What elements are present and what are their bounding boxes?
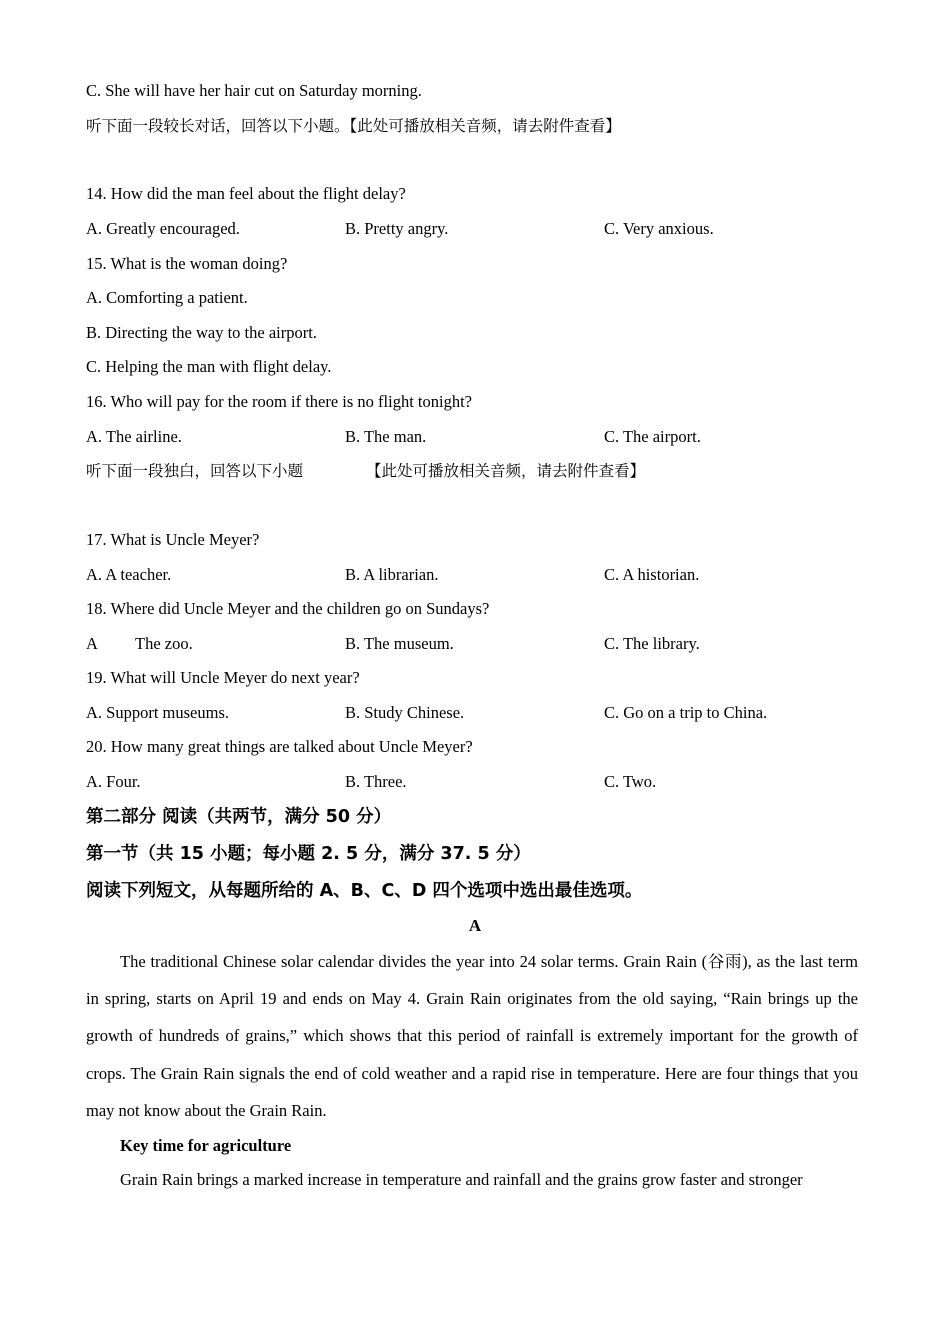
- passage-paragraph-1: The traditional Chinese solar calendar divides the year into 24 solar terms. Grain Rain (谷雨), as the last term in spring, starts on April 19 and ends on May 4. Grain Rain originates from the old saying, “Rain brings up the growth of hundreds of grains,” which shows that this period of rainfall is extremely important for the growth of crops. The Grain Rain signals the end of cold weather and a rapid rise in temperature. Here are four things that you may not know about the Grain Rain.: [86, 952, 858, 1120]
- question-15-option-a: A. Comforting a patient.: [86, 288, 248, 307]
- question-20-option-a: A. Four.: [86, 772, 141, 791]
- subheading-key-time: Key time for agriculture: [120, 1136, 292, 1155]
- monologue-instruction: 听下面一段独白，回答以下小题: [86, 462, 304, 480]
- question-15-option-c: C. Helping the man with flight delay.: [86, 357, 332, 376]
- question-16-option-b: B. The man.: [345, 427, 427, 446]
- question-18-option-a-text: The zoo.: [135, 634, 193, 653]
- question-13-option-c: C. She will have her hair cut on Saturday morning.: [86, 81, 422, 100]
- part-two-title: 第二部分 阅读（共两节，满分 50 分）: [86, 807, 392, 827]
- question-16-option-c: C. The airport.: [604, 427, 701, 446]
- question-18-option-c: C. The library.: [604, 634, 700, 653]
- question-19-option-c: C. Go on a trip to China.: [604, 703, 768, 722]
- section-one-title: 第一节（共 15 小题；每小题 2. 5 分，满分 37. 5 分）: [86, 844, 531, 864]
- question-16-stem: 16. Who will pay for the room if there is no flight tonight?: [86, 392, 473, 411]
- passage-paragraph-2: Grain Rain brings a marked increase in temperature and rainfall and the grains grow faster and stronger: [120, 1170, 803, 1189]
- question-19-stem: 19. What will Uncle Meyer do next year?: [86, 668, 360, 687]
- question-16-option-a: A. The airline.: [86, 427, 182, 446]
- question-19-option-a: A. Support museums.: [86, 703, 230, 722]
- question-17-option-a: A. A teacher.: [86, 565, 172, 584]
- dialogue-instruction: 听下面一段较长对话，回答以下小题。【此处可播放相关音频，请去附件查看】: [86, 117, 621, 135]
- question-14-option-c: C. Very anxious.: [604, 219, 714, 238]
- question-18-option-b: B. The museum.: [345, 634, 454, 653]
- question-18-option-a-letter: A: [86, 634, 98, 653]
- passage-label: A: [468, 916, 482, 935]
- question-17-option-b: B. A librarian.: [345, 565, 439, 584]
- monologue-audio-note: 【此处可播放相关音频，请去附件查看】: [366, 462, 646, 480]
- question-20-stem: 20. How many great things are talked about Uncle Meyer?: [86, 737, 473, 756]
- reading-instruction: 阅读下列短文，从每题所给的 A、B、C、D 四个选项中选出最佳选项。: [86, 881, 643, 901]
- question-20-option-c: C. Two.: [604, 772, 657, 791]
- question-14-stem: 14. How did the man feel about the flight delay?: [86, 184, 406, 203]
- question-14-option-b: B. Pretty angry.: [345, 219, 449, 238]
- question-15-option-b: B. Directing the way to the airport.: [86, 323, 317, 342]
- question-17-stem: 17. What is Uncle Meyer?: [86, 530, 260, 549]
- question-20-option-b: B. Three.: [345, 772, 407, 791]
- question-15-stem: 15. What is the woman doing?: [86, 254, 288, 273]
- question-19-option-b: B. Study Chinese.: [345, 703, 465, 722]
- question-18-stem: 18. Where did Uncle Meyer and the children go on Sundays?: [86, 599, 490, 618]
- question-17-option-c: C. A historian.: [604, 565, 700, 584]
- question-14-option-a: A. Greatly encouraged.: [86, 219, 240, 238]
